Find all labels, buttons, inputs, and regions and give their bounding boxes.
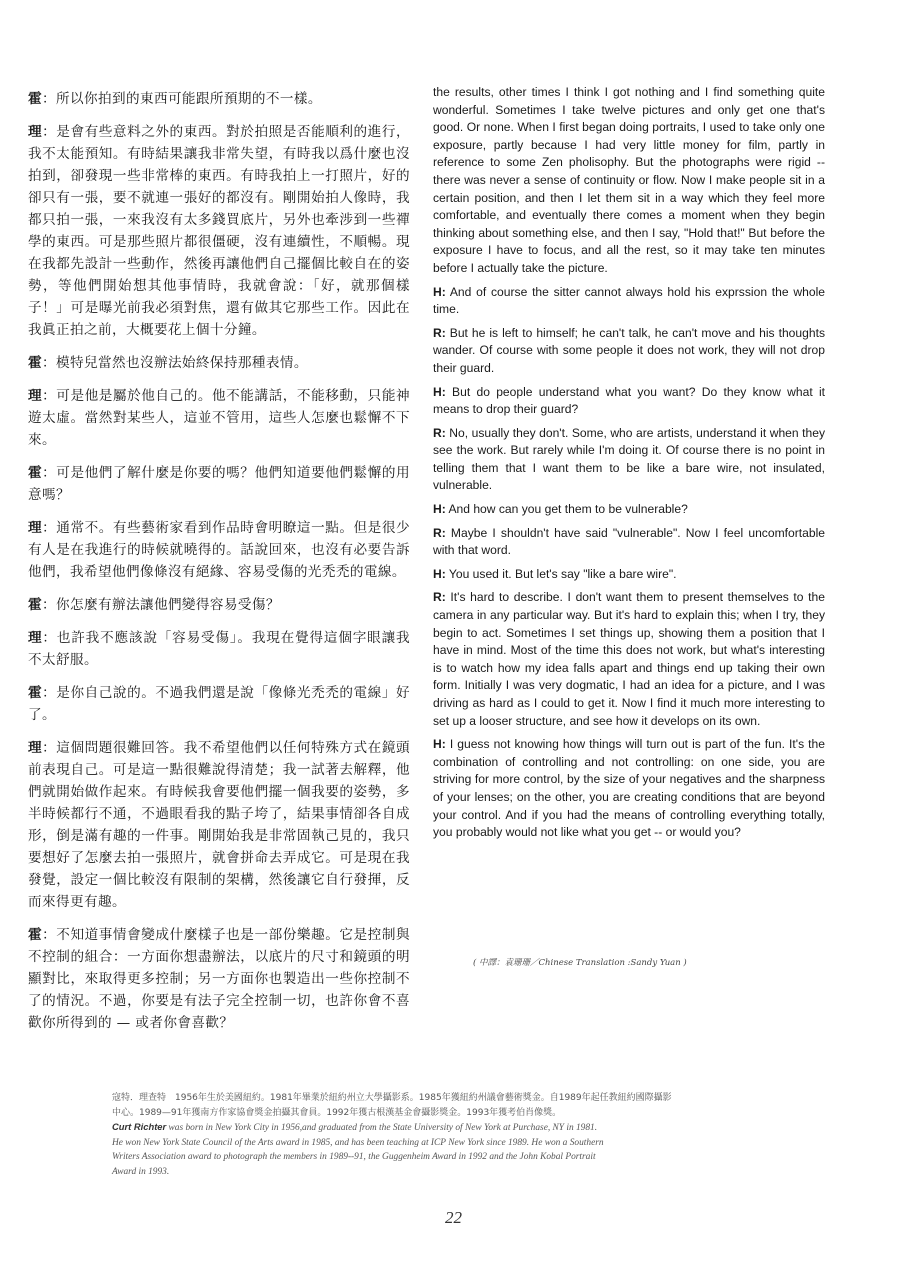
bio-en-line: Award in 1993. xyxy=(112,1166,170,1177)
speaker-label: 理 xyxy=(28,630,43,646)
paragraph-text: And of course the sitter cannot always hold his exprssion the whole time. xyxy=(433,284,825,317)
chinese-interview-column xyxy=(28,88,410,1045)
paragraph-text: No, usually they don't. Some, who are artists, understand it when they see the work. But rarely while I'm doing it. Of course there is no point in telling them that I want them to be like a bare wire, not insulated, vulnerable. xyxy=(433,425,825,493)
interview-paragraph-zh xyxy=(28,462,410,506)
speaker-label: R: xyxy=(433,525,446,540)
speaker-label: 理 xyxy=(28,124,43,140)
paragraph-text: But he is left to himself; he can't talk, he can't move and his thoughts wander. Of course with some people it does not work, they will not drop their guard. xyxy=(433,325,825,375)
paragraph-text: ：你怎麼有辦法讓他們變得容易受傷？ xyxy=(42,597,280,613)
interview-paragraph-en xyxy=(433,736,825,842)
interview-paragraph-zh xyxy=(28,682,410,726)
interview-paragraph-en xyxy=(433,501,825,519)
bio-en-line: He won New York State Council of the Arts award in 1985, and has been teaching at ICP New York since 1989. He won a Southern xyxy=(112,1137,604,1148)
photographer-bio xyxy=(112,1091,812,1180)
speaker-label: H: xyxy=(433,284,446,299)
speaker-label: R: xyxy=(433,325,446,340)
paragraph-text: ：不知道事情會變成什麼樣子也是一部份樂趣。它是控制與不控制的組合：一方面你想盡辦法，以底片的尺寸和鏡頭的明顯對比，來取得更多控制；另一方面你也製造出一些你控制不了的情況。不過，你要是有法子完全控制一切，也許你會不喜歡你所得到的 — 或者你會喜歡？ xyxy=(28,927,410,1031)
paragraph-text: It's hard to describe. I don't want them to present themselves to the camera in any particular way. But it's hard to explain this; when I try, they begin to act. Sometimes I set things up, showing them a position that I have in mind. Most of the time this does not work, but what's interesting is to watch how my idea falls apart and things end up taking their own form. Initially I was very dogmatic, I had an idea for a picture, and I was driving as hard as I could to get it. Now I find it much more interesting to set up a looser structure, and see how it develops on its own. xyxy=(433,590,825,728)
paragraph-text: ：可是他們了解什麼是你要的嗎？他們知道要他們鬆懈的用意嗎？ xyxy=(28,465,410,503)
interview-paragraph-zh xyxy=(28,88,410,110)
interview-paragraph-zh xyxy=(28,385,410,451)
speaker-label: H: xyxy=(433,384,446,399)
speaker-label: 霍 xyxy=(28,597,42,613)
paragraph-text: ：是你自己說的。不過我們還是說「像條光禿禿的電線」好了。 xyxy=(28,685,410,723)
speaker-label: 理 xyxy=(28,740,43,756)
bio-zh-line: 中心。1989—91年獲南方作家協會獎金拍攝其會員。1992年獲古根漢基金會攝影獎金。1993年獲考伯肖像獎。 xyxy=(112,1107,562,1118)
speaker-label: H: xyxy=(433,737,446,752)
paragraph-text: ：也許我不應該說「容易受傷」。我現在覺得這個字眼讓我不太舒服。 xyxy=(28,630,410,668)
interview-paragraph-en xyxy=(433,384,825,419)
bio-en-line xyxy=(112,1120,812,1136)
paragraph-text: ：模特兒當然也沒辦法始終保持那種表情。 xyxy=(42,355,308,371)
speaker-label: 霍 xyxy=(28,685,43,701)
interview-paragraph-en xyxy=(433,566,825,584)
speaker-label: 霍 xyxy=(28,91,42,107)
interview-paragraph-en xyxy=(433,425,825,495)
speaker-label: R: xyxy=(433,590,446,605)
translation-credit: ( 中譯：袁珊珊／Chinese Translation :Sandy Yuan ) xyxy=(473,958,687,968)
interview-paragraph-en xyxy=(433,525,825,560)
interview-paragraph-zh xyxy=(28,924,410,1034)
interview-paragraph-zh xyxy=(28,121,410,341)
interview-paragraph-en xyxy=(433,589,825,730)
speaker-label: 理 xyxy=(28,388,43,404)
paragraph-text: the results, other times I think I got nothing and I find something quite wonderful. Sometimes I take twelve pictures and only get one that's good. Or none. When I first began doing portraits, I used to take only one exposure, partly because I had very little money for film, partly in reference to some Zen pholisophy. But the photographs were rigid -- there was never a sense of continuity or flow. Now I make people sit in a certain position, and then I let them sit in a way which they feel more comfortable, and eventually there comes a moment when they begin thinking about something else, and then I say, "Hold that!" But before the exposure I have to focus, and all the rest, so it may take ten minutes before I actually take the picture. xyxy=(433,85,825,275)
speaker-label: R: xyxy=(433,425,446,440)
speaker-label: 理 xyxy=(28,520,43,536)
paragraph-text: ：是會有些意料之外的東西。對於拍照是否能順利的進行，我不太能預知。有時結果讓我非常失望，有時我以爲什麼也沒拍到，卻發現一些非常棒的東西。有時我拍上一打照片，好的卻只有一張，要不就連一張好的都沒有。剛開始拍人像時，我都只拍一張，一來我沒有太多錢買底片，另外也牽涉到一些禪學的東西。可是那些照片都很僵硬，沒有連續性，不順暢。現在我都先設計一些動作，然後再讓他們自己擺個比較自在的姿勢，等他們開始想其他事情時，我就會說：「好，就那個樣子！」可是曝光前我必須對焦，還有做其它那些工作。因此在我眞正拍之前，大概要花上個十分鐘。 xyxy=(28,124,410,338)
paragraph-text: But do people understand what you want? Do they know what it means to drop their guard? xyxy=(433,384,825,417)
paragraph-text: Maybe I shouldn't have said "vulnerable". Now I feel uncomfortable with that word. xyxy=(433,525,825,558)
paragraph-text: ：可是他是屬於他自己的。他不能講話，不能移動，只能神遊太虛。當然對某些人，這並不管用，這些人怎麼也鬆懈不下來。 xyxy=(28,388,410,448)
bio-en-text: was born in New York City in 1956,and graduated from the State University of New York at Purchase, NY in 1981. xyxy=(166,1123,598,1134)
interview-paragraph-en xyxy=(433,284,825,319)
paragraph-text: ：這個問題很難回答。我不希望他們以任何特殊方式在鏡頭前表現自己。可是這一點很難說得清楚；我一試著去解釋，他們就開始做作起來。有時候我會要他們擺一個我要的姿勢，多半時候都行不通，不過眼看我的點子垮了，結果事情卻各自成形，倒是滿有趣的一件事。剛開始我是非常固執己見的，我只要想好了怎麼去拍一張照片，就會拼命去弄成它。可是現在我發覺，設定一個比較沒有限制的架構，然後讓它自行發揮，反而來得更有趣。 xyxy=(28,740,410,910)
paragraph-text: ：通常不。有些藝術家看到作品時會明瞭這一點。但是很少有人是在我進行的時候就曉得的。話說回來，也沒有必要告訴他們，我希望他們像條沒有絕緣、容易受傷的光禿禿的電線。 xyxy=(28,520,410,580)
speaker-label: 霍 xyxy=(28,465,43,481)
english-interview-column xyxy=(433,84,825,848)
speaker-label: H: xyxy=(433,566,446,581)
interview-paragraph-zh xyxy=(28,352,410,374)
page-number: 22 xyxy=(445,1208,462,1227)
interview-paragraph-en xyxy=(433,84,825,278)
bio-en-line: Writers Association award to photograph the members in 1989--91, the Guggenheim Award in 1992 and the John Kobal Portrait xyxy=(112,1152,596,1163)
paragraph-text: And how can you get them to be vulnerable? xyxy=(445,502,688,517)
speaker-label: 霍 xyxy=(28,355,42,371)
paragraph-text: You used it. But let's say "like a bare wire". xyxy=(445,566,677,581)
speaker-label: H: xyxy=(433,502,446,517)
paragraph-text: I guess not knowing how things will turn out is part of the fun. It's the combination of controlling and not controlling: on one side, you are striving for more control, by the size of your negatives and the sharpness of your lenses; on the other, you are creating conditions that are beyond your control. And if you had the means of controlling everything totally, you probably would not like what you get -- or would you? xyxy=(433,737,825,840)
photographer-name: Curt Richter xyxy=(112,1121,167,1133)
paragraph-text: ：所以你拍到的東西可能跟所預期的不一樣。 xyxy=(42,91,322,107)
speaker-label: 霍 xyxy=(28,927,43,943)
interview-paragraph-zh xyxy=(28,627,410,671)
interview-paragraph-en xyxy=(433,325,825,378)
interview-paragraph-zh xyxy=(28,594,410,616)
interview-paragraph-zh xyxy=(28,737,410,913)
bio-zh-line: 寇特．理查特 1956年生於美國紐約。1981年畢業於紐約州立大學攝影系。1985年獲紐約州議會藝術獎金。自1989年起任教紐約國際攝影 xyxy=(112,1093,672,1103)
interview-paragraph-zh xyxy=(28,517,410,583)
